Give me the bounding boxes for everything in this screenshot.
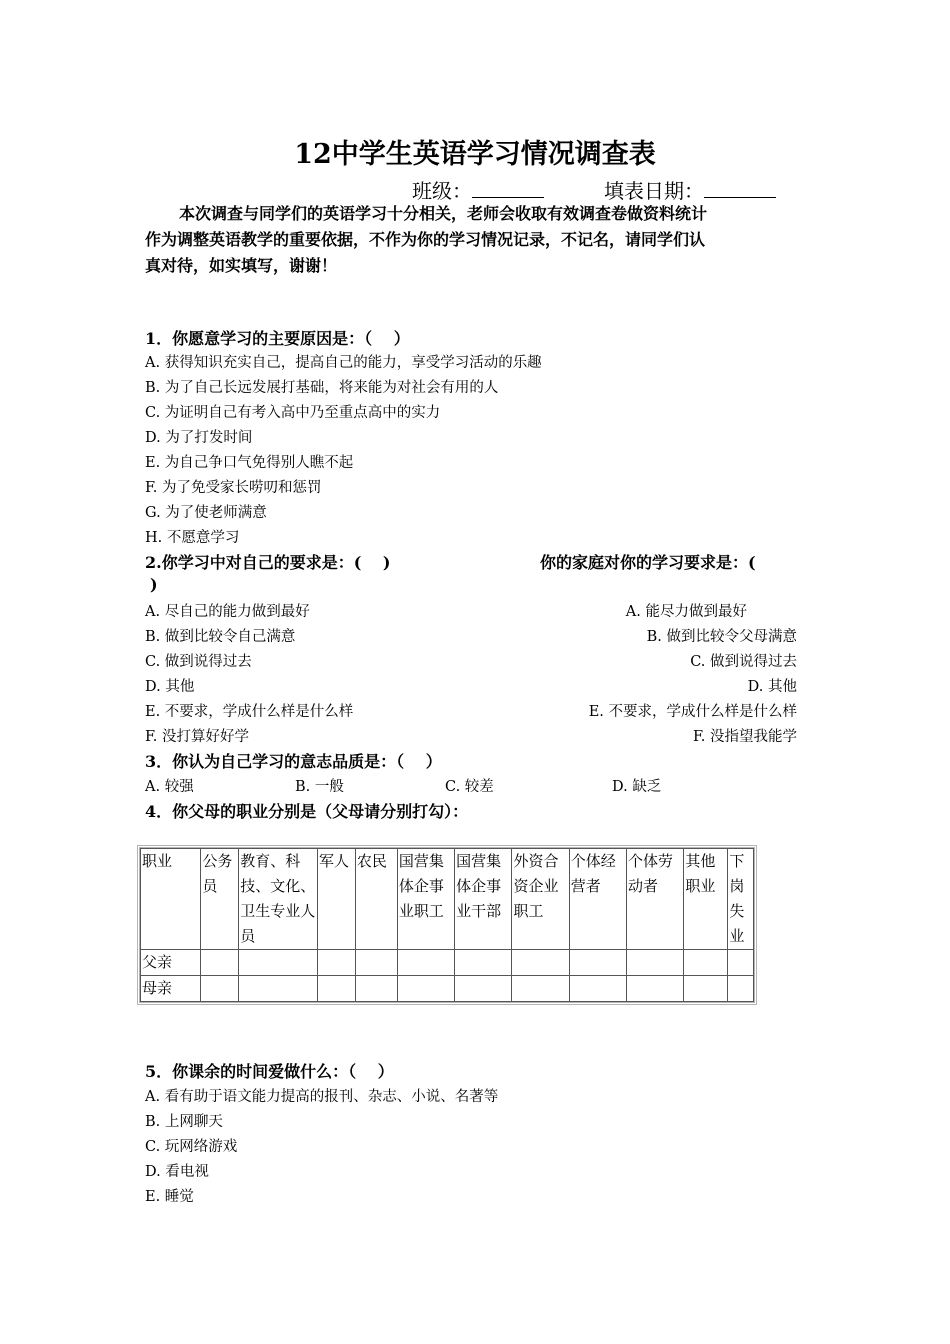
q2-family-option-c: C. 做到说得过去 bbox=[690, 654, 797, 670]
class-field bbox=[412, 175, 544, 204]
table-row-father bbox=[141, 950, 754, 976]
checkbox-cell[interactable] bbox=[512, 976, 569, 1002]
q3-option-d: D. 缺乏 bbox=[612, 779, 662, 795]
header-cell: 职业 bbox=[141, 849, 201, 950]
question-2-self: 2.你学习中对自己的要求是：( ) bbox=[145, 553, 391, 572]
header-cell: 农民 bbox=[355, 849, 397, 950]
date-blank[interactable] bbox=[704, 179, 776, 198]
header-cell: 下岗失业 bbox=[728, 849, 754, 950]
page-title: 12中学生英语学习情况调查表 bbox=[294, 139, 656, 170]
question-4: 4．你父母的职业分别是（父母请分别打勾）： bbox=[145, 802, 469, 821]
checkbox-cell[interactable] bbox=[201, 950, 239, 976]
q1-option-g: G. 为了使老师满意 bbox=[145, 505, 267, 521]
checkbox-cell[interactable] bbox=[455, 976, 512, 1002]
checkbox-cell[interactable] bbox=[512, 950, 569, 976]
checkbox-cell[interactable] bbox=[239, 950, 318, 976]
checkbox-cell[interactable] bbox=[397, 950, 454, 976]
header-cell: 军人 bbox=[318, 849, 356, 950]
q5-option-d: D. 看电视 bbox=[145, 1164, 209, 1180]
q1-option-f: F. 为了免受家长唠叨和惩罚 bbox=[145, 480, 322, 496]
header-cell: 个体劳动者 bbox=[627, 849, 684, 950]
q2-self-option-e: E. 不要求，学成什么样是什么样 bbox=[145, 704, 354, 720]
checkbox-cell[interactable] bbox=[728, 976, 754, 1002]
q3-option-b: B. 一般 bbox=[295, 779, 344, 795]
row-label: 父亲 bbox=[141, 950, 201, 976]
header-cell: 国营集体企事业干部 bbox=[455, 849, 512, 950]
q5-option-a: A. 看有助于语文能力提高的报刊、杂志、小说、名著等 bbox=[145, 1089, 499, 1105]
intro-line-1: 本次调查与同学们的英语学习十分相关，老师会收取有效调查卷做资料统计 bbox=[179, 204, 708, 223]
q2-self-option-c: C. 做到说得过去 bbox=[145, 654, 252, 670]
q3-option-c: C. 较差 bbox=[445, 779, 494, 795]
q2-self-option-a: A. 尽自己的能力做到最好 bbox=[145, 604, 310, 620]
q5-option-c: C. 玩网络游戏 bbox=[145, 1139, 238, 1155]
checkbox-cell[interactable] bbox=[318, 950, 356, 976]
checkbox-cell[interactable] bbox=[627, 950, 684, 976]
header-cell: 国营集体企事业职工 bbox=[397, 849, 454, 950]
q5-option-e: E. 睡觉 bbox=[145, 1189, 194, 1205]
q1-option-c: C. 为证明自己有考入高中乃至重点高中的实力 bbox=[145, 405, 441, 421]
checkbox-cell[interactable] bbox=[684, 976, 728, 1002]
checkbox-cell[interactable] bbox=[728, 950, 754, 976]
checkbox-cell[interactable] bbox=[569, 976, 626, 1002]
question-3: 3．你认为自己学习的意志品质是：（ ） bbox=[145, 752, 442, 771]
question-2-family-cont: ) bbox=[150, 575, 158, 594]
q5-option-b: B. 上网聊天 bbox=[145, 1114, 223, 1130]
checkbox-cell[interactable] bbox=[201, 976, 239, 1002]
q2-family-option-a: A. 能尽力做到最好 bbox=[625, 604, 747, 620]
q2-family-option-e: E. 不要求，学成什么样是什么样 bbox=[588, 704, 797, 720]
q2-self-option-f: F. 没打算好好学 bbox=[145, 729, 250, 745]
checkbox-cell[interactable] bbox=[239, 976, 318, 1002]
q2-family-option-b: B. 做到比较令父母满意 bbox=[646, 629, 797, 645]
q2-family-option-f: F. 没指望我能学 bbox=[692, 729, 797, 745]
checkbox-cell[interactable] bbox=[355, 976, 397, 1002]
q1-option-d: D. 为了打发时间 bbox=[145, 430, 253, 446]
table-header-row bbox=[141, 849, 754, 950]
q1-option-b: B. 为了自己长远发展打基础，将来能为对社会有用的人 bbox=[145, 380, 499, 396]
header-cell: 外资合资企业职工 bbox=[512, 849, 569, 950]
intro-line-3: 真对待，如实填写，谢谢！ bbox=[145, 256, 338, 275]
checkbox-cell[interactable] bbox=[355, 950, 397, 976]
checkbox-cell[interactable] bbox=[455, 950, 512, 976]
row-label: 母亲 bbox=[141, 976, 201, 1002]
q1-option-h: H. 不愿意学习 bbox=[145, 530, 240, 546]
checkbox-cell[interactable] bbox=[569, 950, 626, 976]
header-cell: 公务员 bbox=[201, 849, 239, 950]
header-cell: 教育、科技、文化、卫生专业人员 bbox=[239, 849, 318, 950]
q1-option-e: E. 为自己争口气免得别人瞧不起 bbox=[145, 455, 354, 471]
question-1: 1．你愿意学习的主要原因是：（ ） bbox=[145, 329, 410, 348]
q2-family-option-d: D. 其他 bbox=[747, 679, 797, 695]
intro-line-2: 作为调整英语教学的重要依据，不作为你的学习情况记录，不记名，请同学们认 bbox=[145, 230, 706, 249]
question-5: 5．你课余的时间爱做什么：（ ） bbox=[145, 1062, 394, 1081]
date-field bbox=[604, 175, 776, 204]
q2-self-option-d: D. 其他 bbox=[145, 679, 195, 695]
checkbox-cell[interactable] bbox=[684, 950, 728, 976]
date-label: 填表日期： bbox=[604, 179, 704, 203]
header-cell: 个体经营者 bbox=[569, 849, 626, 950]
checkbox-cell[interactable] bbox=[627, 976, 684, 1002]
q2-self-option-b: B. 做到比较令自己满意 bbox=[145, 629, 296, 645]
header-cell: 其他职业 bbox=[684, 849, 728, 950]
q3-option-a: A. 较强 bbox=[145, 779, 194, 795]
checkbox-cell[interactable] bbox=[397, 976, 454, 1002]
occupation-table bbox=[140, 848, 754, 1002]
checkbox-cell[interactable] bbox=[318, 976, 356, 1002]
question-2-family: 你的家庭对你的学习要求是：( bbox=[540, 553, 756, 572]
class-label: 班级： bbox=[412, 179, 472, 203]
table-row-mother bbox=[141, 976, 754, 1002]
q1-option-a: A. 获得知识充实自己，提高自己的能力，享受学习活动的乐趣 bbox=[145, 355, 542, 371]
class-blank[interactable] bbox=[472, 179, 544, 198]
